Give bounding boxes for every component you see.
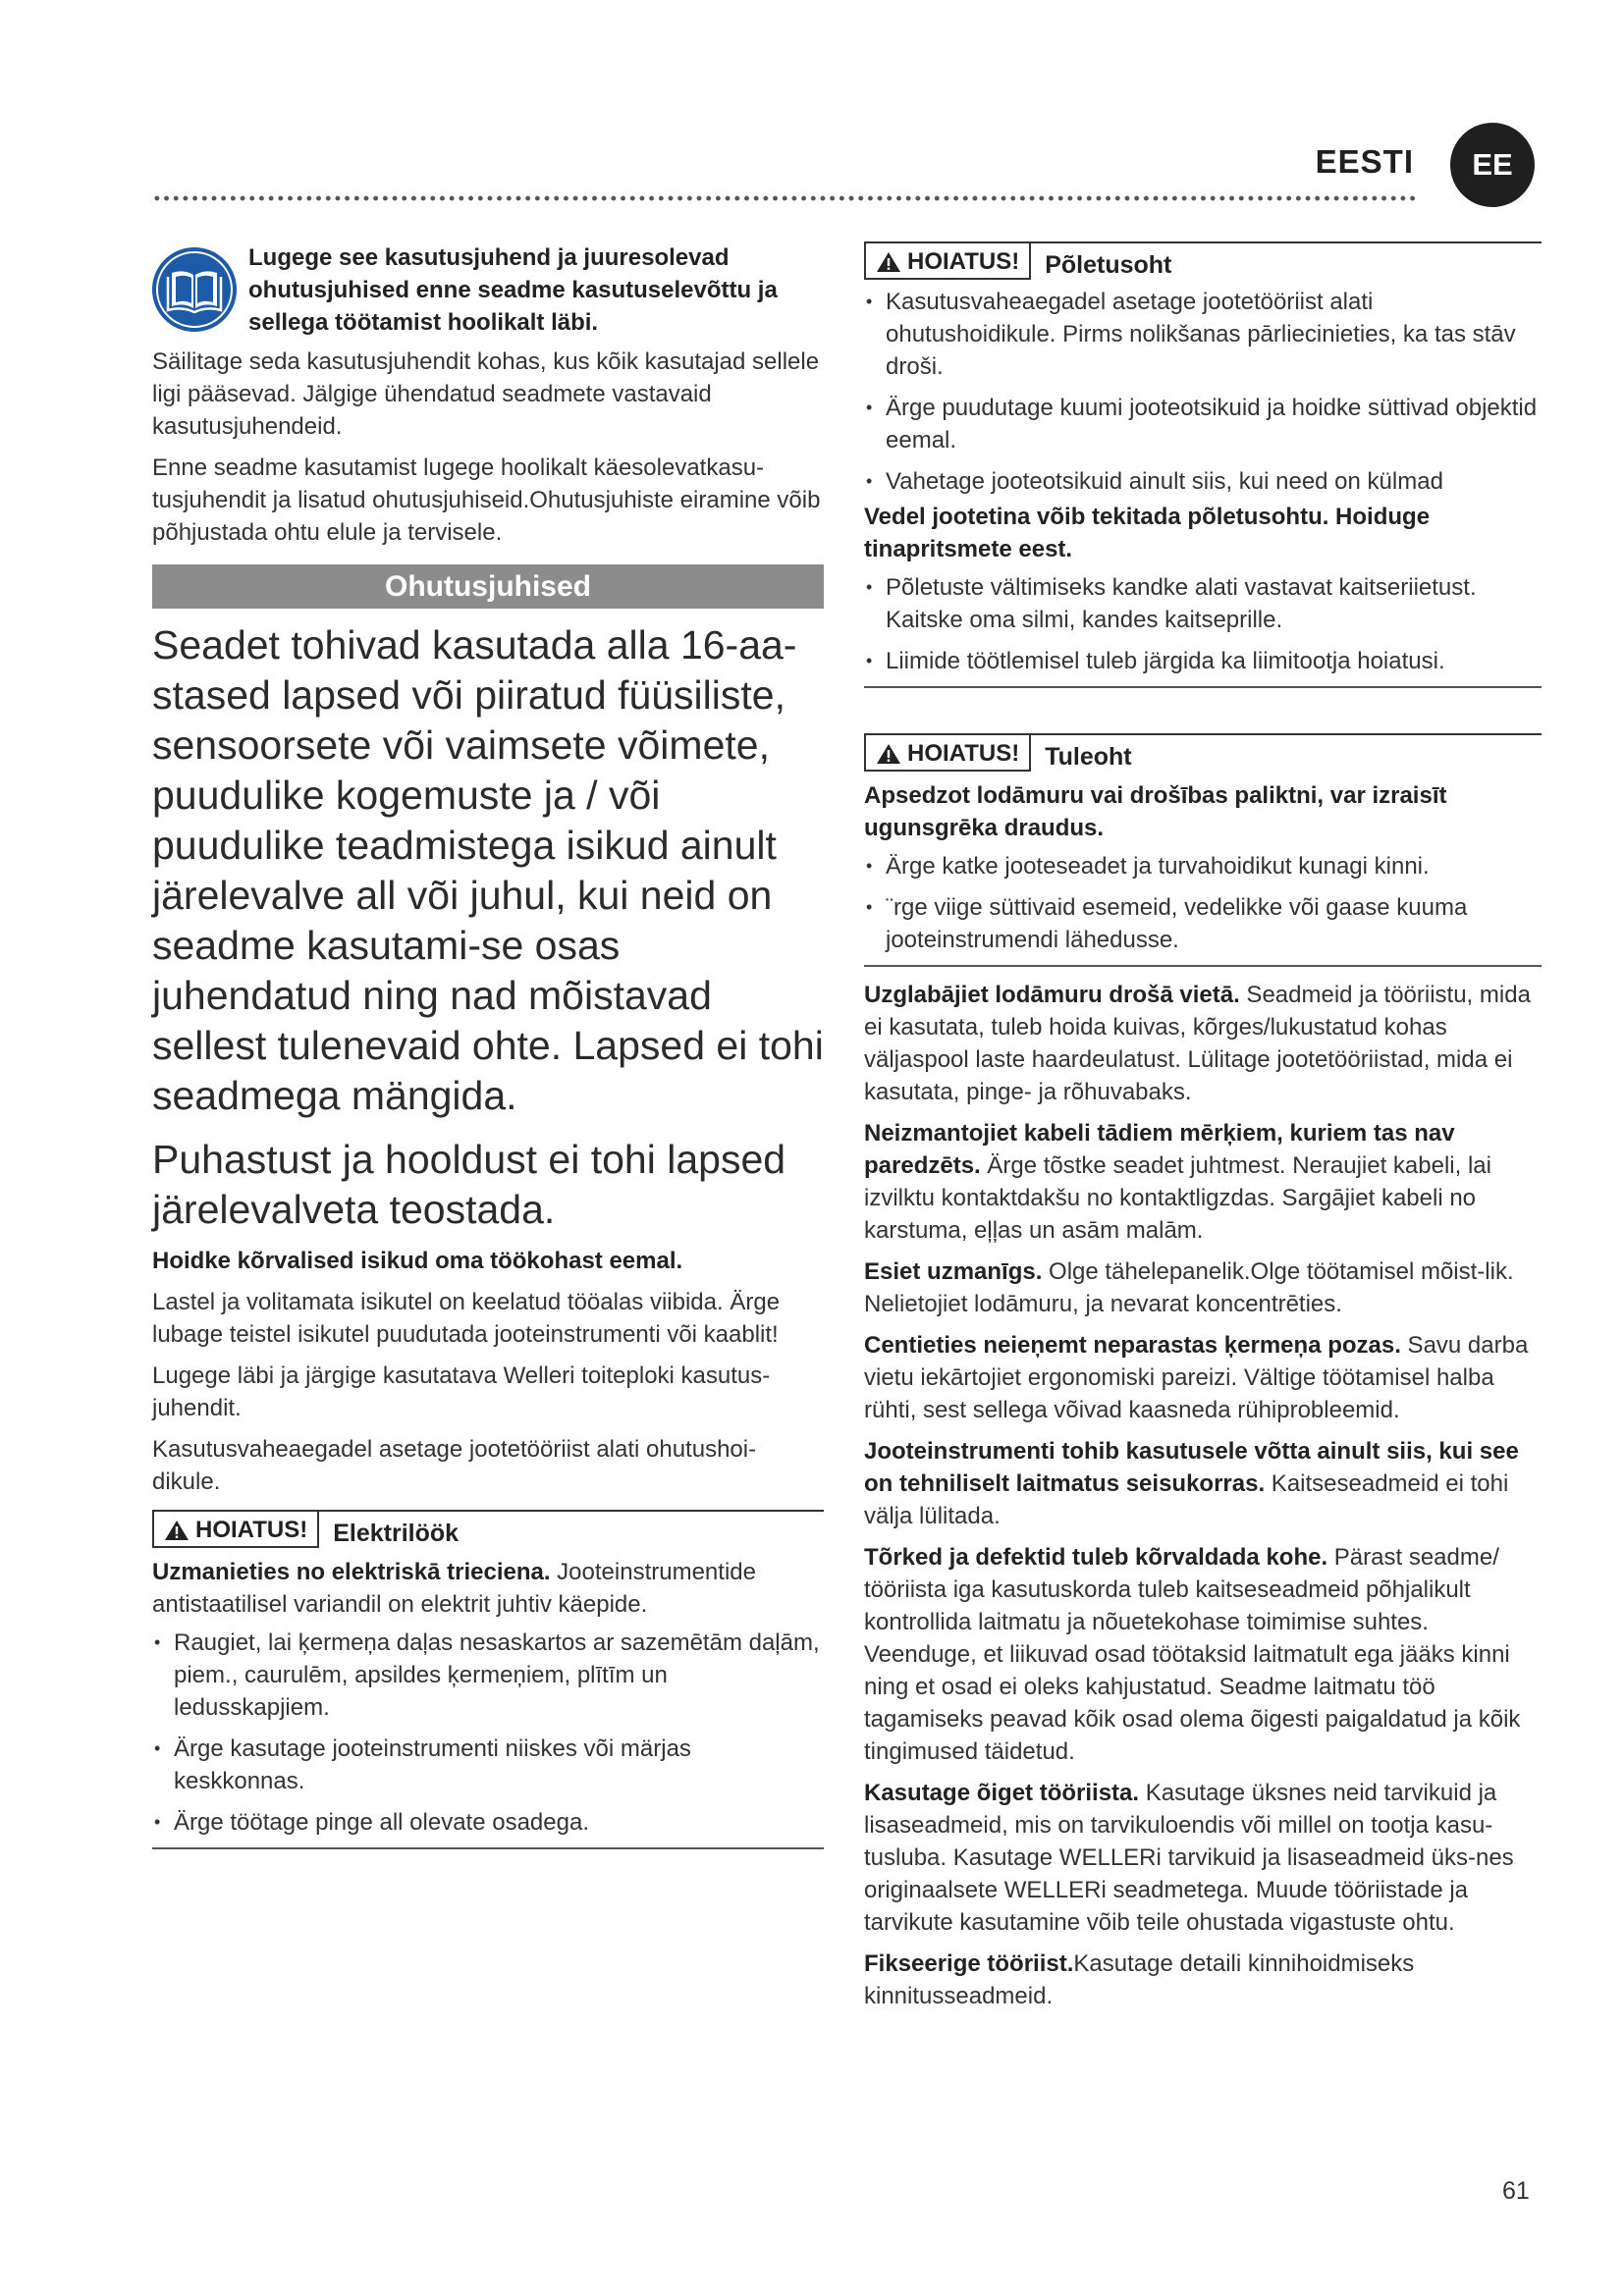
work-area-paragraph-1: Lastel ja volitamata isikutel on keelatud tööalas viibida. Ärge lubage teistel isikutel puudutada jooteinstrumenti või kaablit! <box>152 1289 781 1348</box>
list-item: • Põletuste vältimiseks kandke alati vastavat kaitseriietust. Kaitske oma silmi, kandes kaitseprille. <box>864 571 1542 636</box>
paragraph <box>864 1948 1542 2012</box>
dotted-divider <box>152 194 1419 202</box>
paragraph <box>864 1541 1542 1768</box>
work-area-paragraph-3: Kasutusvaheaegadel asetage jootetööriist alati ohutushoi-dikule. <box>152 1436 757 1495</box>
warning-tag <box>864 243 1031 280</box>
warning-tag-label: HOIATUS! <box>907 247 1020 275</box>
fire-bold-text: Apsedzot lodāmuru vai drošības paliktni, var izraisīt ugunsgrēka draudus. <box>864 782 1447 841</box>
list-item: • Ärge puudutage kuumi jooteotsikuid ja hoidke süttivad objektid eemal. <box>864 392 1542 456</box>
warning-end-rule <box>864 965 1542 967</box>
electric-shock-bold: Uzmanieties no elektriskā trieciena. <box>152 1559 551 1585</box>
paragraph-bold: Fikseerige tööriist. <box>864 1950 1074 1977</box>
work-area-title: Hoidke kõrvalised isikud oma töökohast eemal. <box>152 1248 683 1274</box>
list-item: • Ärge töötage pinge all olevate osadega. <box>152 1806 824 1839</box>
paragraph-bold: Neizmantojiet kabeli tādiem mērķiem, kuriem tas nav paredzēts. <box>864 1120 1455 1179</box>
burn-list <box>864 286 1542 498</box>
electric-shock-warning <box>152 1510 824 1849</box>
list-item: • Ärge katke jooteseadet ja turvahoidikut kunagi kinni. <box>864 850 1542 882</box>
paragraph-bold: Centieties neieņemt neparastas ķermeņa pozas. <box>864 1332 1401 1359</box>
list-item: • Liimide töötlemisel tuleb järgida ka liimitootja hoiatusi. <box>864 645 1542 677</box>
list-item: • Vahetage jooteotsikuid ainult siis, kui need on külmad <box>864 465 1542 498</box>
fire-warning <box>864 733 1542 967</box>
paragraph-text: Olge tähelepanelik.Olge töötamisel mõist-lik. Nelietojiet lodāmuru, ja nevarat koncentrēties. <box>864 1258 1514 1317</box>
children-warning: Seadet tohivad kasutada alla 16-aa-stased lapsed või piiratud füüsiliste, sensoorsete või vaimsete võimete, puudulike kogemuste ja / või puudulike teadmistega isikud ainult järelevalve all või juhul, kui neid on seadme kasutami-se osas juhendatud ning nad mõistavad sellest tulenevaid ohte. Lapsed ei tohi seadmega mängida. <box>152 622 824 1118</box>
warning-end-rule <box>864 686 1542 688</box>
left-column <box>152 241 824 1849</box>
language-badge: EE <box>1450 123 1535 207</box>
paragraph <box>864 979 1542 1108</box>
warning-triangle-icon <box>164 1520 189 1541</box>
paragraph-text: Kasutage üksnes neid tarvikuid ja lisaseadmeid, mis on tarvikuloendis või millel on tootja kasu-tusluba. Kasutage WELLERi tarvikuid ja lisaseadmeid üks-nes originaalsete WELLERi seadmetega. Muude tööriistade ja tarvikute kasutamine võib teile ohustada vigastuste ohtu. <box>864 1780 1514 1936</box>
page-number: 61 <box>1502 2177 1530 2205</box>
paragraph-text: Ärge tõstke seadet juhtmest. Neraujiet kabeli, lai izvilktu kontaktdakšu no kontaktligzdas. Sargājiet kabeli no karstuma, eļļas un asām malām. <box>864 1152 1491 1244</box>
paragraph-text: Kaitseseadmeid ei tohi välja lülitada. <box>864 1470 1509 1529</box>
paragraph-text: Savu darba vietu iekārtojiet ergonomiski pareizi. Vältige töötamisel halba rühti, sest sellega võivad kaasneda rühiprobleemid. <box>864 1332 1529 1423</box>
paragraph <box>864 1777 1542 1939</box>
warning-tag <box>864 735 1031 772</box>
electric-shock-list <box>152 1627 824 1839</box>
cleaning-warning: Puhastust ja hooldust ei tohi lapsed järelevalveta teostada. <box>152 1137 786 1232</box>
paragraph-bold: Esiet uzmanīgs. <box>864 1258 1043 1285</box>
warning-tag <box>152 1512 319 1548</box>
list-item: • ¨rge viige süttivaid esemeid, vedelikke või gaase kuuma jooteinstrumendi lähedusse. <box>864 891 1542 956</box>
paragraph-text: Pärast seadme/ tööriista iga kasutuskorda tuleb kaitseseadmeid põhjalikult kontrollida laitmatu ja nõuetekohase toimimise suhtes. Veenduge, et liikuvad osad töötaksid laitmatult ega jääks kinni ning et osad ei oleks kahjustatud. Seadme laitmatu töö tagamiseks peavad kõik osad olema õigesti paigaldatud ja kõik tingimused täidetud. <box>864 1544 1521 1765</box>
warning-tag-label: HOIATUS! <box>907 739 1020 767</box>
warning-tag-label: HOIATUS! <box>195 1516 308 1543</box>
list-item: • Kasutusvaheaegadel asetage jootetööriist alati ohutushoidikule. Pirms nolikšanas pārliecinieties, ka tas stāv droši. <box>864 286 1542 383</box>
warning-triangle-icon <box>876 743 901 765</box>
intro-paragraph-2: Enne seadme kasutamist lugege hoolikalt käesolevatkasu-tusjuhendit ja lisatud ohutusjuhiseid.Ohutusjuhiste eiramine võib põhjustada ohtu elule ja tervisele. <box>152 454 821 546</box>
intro-bold-text: Lugege see kasutusjuhend ja juuresolevad ohutusjuhised enne seadme kasutuselevõttu ja sellega töötamist hoolikalt läbi. <box>248 244 778 336</box>
safety-paragraphs <box>864 979 1542 2012</box>
paragraph-bold: Jooteinstrumenti tohib kasutusele võtta ainult siis, kui see on tehniliselt laitmatus seisukorras. <box>864 1438 1519 1497</box>
paragraph-text: Seadmeid ja tööriistu, mida ei kasutata, tuleb hoida kuivas, kõrges/lukustatud kohas väljaspool laste haardeulatust. Lülitage jootetööriistad, mida ei kasutata, pinge- ja rõhuvabaks. <box>864 982 1531 1105</box>
paragraph <box>864 1329 1542 1426</box>
burn-warning <box>864 241 1542 688</box>
electric-shock-text: Jooteinstrumentide antistaatilisel variandil on elektrit juhtiv käepide. <box>152 1559 756 1618</box>
paragraph <box>864 1435 1542 1532</box>
right-column <box>864 241 1542 2012</box>
intro-block <box>152 241 824 346</box>
list-item: • Raugiet, lai ķermeņa daļas nesaskartos ar sazemētām daļām, piem., caurulēm, apsildes ķermeņiem, plītīm un ledusskapjiem. <box>152 1627 824 1724</box>
electric-shock-title: Elektrilöök <box>333 1520 460 1547</box>
electric-shock-intro <box>152 1556 824 1621</box>
section-title: Ohutusjuhised <box>152 564 824 609</box>
work-area-paragraph-2: Lugege läbi ja järgige kasutatava Welleri toiteploki kasutus-juhendit. <box>152 1362 771 1421</box>
burn-list-2 <box>864 571 1542 677</box>
paragraph-bold: Tõrked ja defektid tuleb kõrvaldada kohe. <box>864 1544 1328 1571</box>
paragraph-bold: Uzglabājiet lodāmuru drošā vietā. <box>864 982 1240 1008</box>
burn-bold-text: Vedel jootetina võib tekitada põletusohtu. Hoiduge tinapritsmete eest. <box>864 504 1431 562</box>
paragraph <box>864 1255 1542 1320</box>
intro-paragraph-1: Säilitage seda kasutusjuhendit kohas, kus kõik kasutajad sellele ligi pääsevad. Jälgige ühendatud seadmete vastavaid kasutusjuhendeid. <box>152 348 820 440</box>
language-label: EESTI <box>1315 143 1414 180</box>
burn-title: Põletusoht <box>1045 251 1172 279</box>
fire-list <box>864 850 1542 956</box>
paragraph <box>864 1117 1542 1247</box>
warning-triangle-icon <box>876 251 901 273</box>
manual-book-icon <box>152 247 237 332</box>
list-item: • Ärge kasutage jooteinstrumenti niiskes või märjas keskkonnas. <box>152 1733 824 1797</box>
fire-title: Tuleoht <box>1045 743 1132 771</box>
paragraph-text: Kasutage detaili kinnihoidmiseks kinnitusseadmeid. <box>864 1950 1415 2009</box>
warning-end-rule <box>152 1847 824 1849</box>
paragraph-bold: Kasutage õiget tööriista. <box>864 1780 1140 1806</box>
